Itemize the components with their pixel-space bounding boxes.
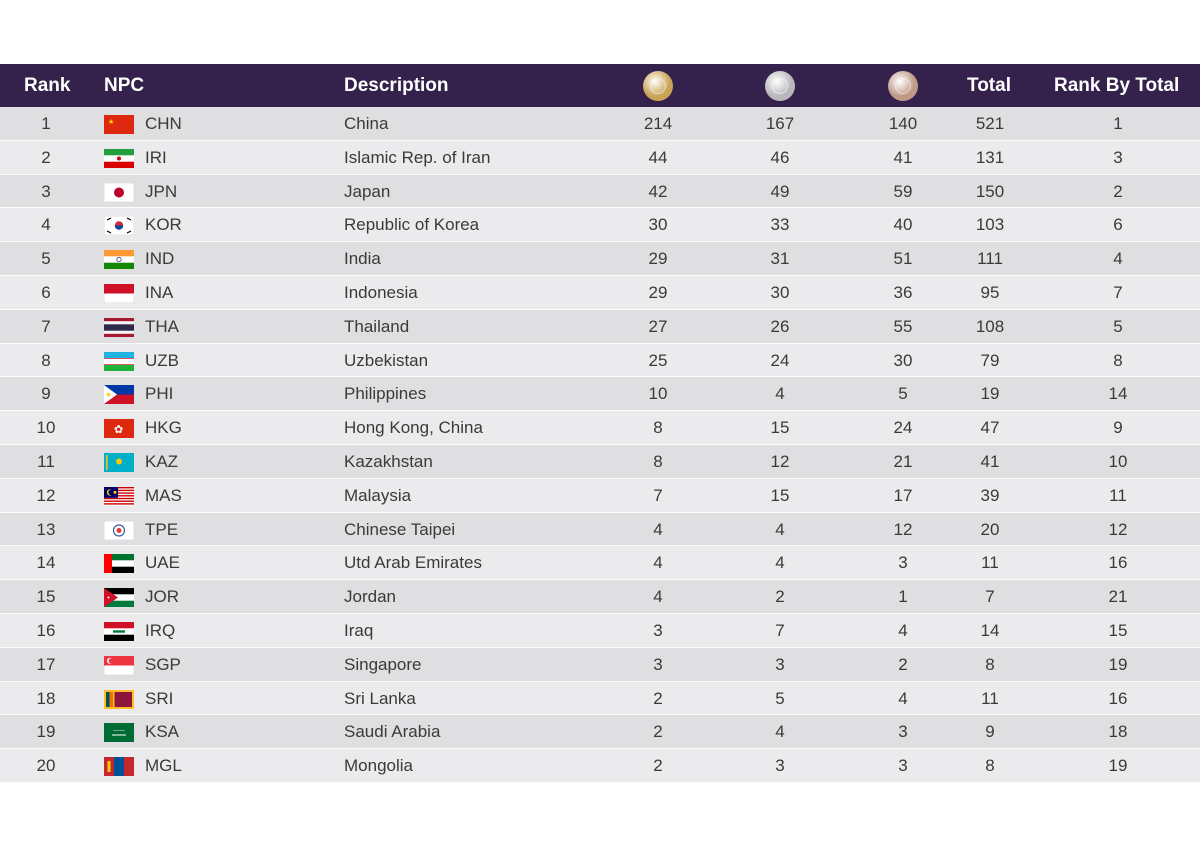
npc-code: KSA <box>145 722 180 742</box>
silver-count: 167 <box>765 114 795 133</box>
bronze-count: 51 <box>893 249 913 269</box>
rank-by-total-cell: 19 <box>1108 756 1128 776</box>
rank-cell: 2 <box>41 147 51 167</box>
bronze-count: 4 <box>898 620 908 640</box>
total-count: 103 <box>975 215 1005 235</box>
rank-header: Rank <box>24 75 71 96</box>
bronze-count: 4 <box>898 688 908 708</box>
gold-count: 3 <box>653 620 663 640</box>
table-row <box>0 614 1200 648</box>
silver-count: 4 <box>775 384 785 404</box>
table-body <box>0 107 1200 783</box>
rank-by-total-cell: 3 <box>1113 147 1123 167</box>
silver-count: 4 <box>775 722 785 742</box>
uzbekistan-flag-icon <box>104 352 134 371</box>
total-count: 7 <box>985 587 995 607</box>
bronze-count: 17 <box>893 485 913 505</box>
rank-cell: 7 <box>41 316 51 336</box>
rank-cell: 10 <box>36 418 56 438</box>
rank-cell: 3 <box>41 181 51 201</box>
bronze-medal-icon <box>888 71 918 101</box>
malaysia-flag-icon <box>104 487 134 506</box>
total-count: 9 <box>985 722 995 742</box>
rank-cell: 4 <box>41 215 51 235</box>
country-description: Mongolia <box>344 756 413 776</box>
bronze-count: 12 <box>893 519 913 539</box>
bronze-count: 1 <box>898 587 908 607</box>
mongolia-flag-icon <box>104 757 134 776</box>
total-count: 8 <box>985 756 995 776</box>
total-count: 111 <box>977 249 1003 269</box>
gold-count: 42 <box>648 181 668 201</box>
silver-count: 46 <box>770 147 790 167</box>
country-description: Chinese Taipei <box>344 519 456 539</box>
rank-cell: 14 <box>36 553 56 573</box>
country-description: Singapore <box>344 654 422 674</box>
bronze-count: 140 <box>888 114 918 133</box>
silver-count: 26 <box>770 316 790 336</box>
gold-count: 44 <box>648 147 668 167</box>
china-flag-icon <box>104 115 134 134</box>
bronze-count: 3 <box>898 756 908 776</box>
table-row <box>0 276 1200 310</box>
gold-count: 4 <box>653 587 663 607</box>
table-row <box>0 208 1200 242</box>
rank-by-total-cell: 16 <box>1108 553 1128 573</box>
bronze-count: 5 <box>898 384 908 404</box>
rank-cell: 12 <box>36 485 56 505</box>
table-row <box>0 141 1200 175</box>
total-header: Total <box>967 75 1011 96</box>
svg-text:~~~~: ~~~~ <box>113 728 125 735</box>
gold-count: 7 <box>653 485 663 505</box>
rank-cell: 13 <box>36 519 56 539</box>
total-count: 14 <box>980 620 1000 640</box>
rank-by-total-cell: 6 <box>1113 215 1123 235</box>
silver-count: 4 <box>775 519 785 539</box>
country-description: Jordan <box>344 587 396 607</box>
gold-count: 4 <box>653 553 663 573</box>
bronze-count: 40 <box>893 215 913 235</box>
country-description: Kazakhstan <box>344 451 433 471</box>
rank-cell: 16 <box>36 620 56 640</box>
npc-code: IND <box>145 249 175 269</box>
gold-count: 2 <box>653 756 663 776</box>
rank-by-total-cell: 8 <box>1113 350 1123 370</box>
total-count: 47 <box>980 418 1000 438</box>
table-row <box>0 344 1200 378</box>
table-row <box>0 175 1200 209</box>
saudi-arabia-flag-icon <box>104 723 134 742</box>
npc-code: KOR <box>145 215 182 235</box>
gold-count: 10 <box>648 384 668 404</box>
gold-count: 3 <box>653 654 663 674</box>
table-row <box>0 648 1200 682</box>
rank-cell: 6 <box>41 282 51 302</box>
gold-count: 2 <box>653 722 663 742</box>
rank-by-total-cell: 11 <box>1109 485 1127 505</box>
bronze-count: 24 <box>893 418 913 438</box>
bronze-count: 41 <box>893 147 913 167</box>
gold-count: 29 <box>648 282 668 302</box>
gold-count: 27 <box>648 316 668 336</box>
country-description: Philippines <box>344 384 427 404</box>
silver-count: 5 <box>775 688 785 708</box>
rank-by-total-cell: 21 <box>1108 587 1128 607</box>
npc-code: HKG <box>145 418 182 438</box>
table-row <box>0 107 1200 141</box>
rank-cell: 15 <box>36 587 56 607</box>
rank-cell: 18 <box>36 688 56 708</box>
total-count: 521 <box>975 114 1005 133</box>
silver-count: 3 <box>775 654 785 674</box>
gold-count: 8 <box>653 418 663 438</box>
silver-count: 30 <box>770 282 790 302</box>
table-row <box>0 479 1200 513</box>
rank-by-total-cell: 9 <box>1113 418 1123 438</box>
indonesia-flag-icon <box>104 284 134 303</box>
rank-cell: 17 <box>36 654 56 674</box>
jordan-flag-icon <box>104 588 134 607</box>
silver-count: 7 <box>775 620 785 640</box>
rank-by-total-cell: 14 <box>1108 384 1128 404</box>
rank-cell: 9 <box>41 384 51 404</box>
npc-code: MAS <box>145 485 182 505</box>
bronze-count: 3 <box>898 722 908 742</box>
gold-count: 30 <box>648 215 668 235</box>
npc-code: KAZ <box>145 451 179 471</box>
rank-by-total-cell: 18 <box>1108 722 1128 742</box>
bronze-count: 36 <box>893 282 913 302</box>
description-header: Description <box>344 75 449 96</box>
bronze-count: 59 <box>893 181 913 201</box>
rank-by-total-cell: 12 <box>1108 519 1128 539</box>
npc-header: NPC <box>104 75 145 96</box>
table-row <box>0 715 1200 749</box>
total-count: 11 <box>981 688 999 708</box>
rank-cell: 5 <box>41 249 51 269</box>
silver-count: 3 <box>775 756 785 776</box>
silver-count: 31 <box>770 249 790 269</box>
bronze-count: 55 <box>893 316 913 336</box>
kazakhstan-flag-icon <box>104 453 134 472</box>
country-description: Indonesia <box>344 282 418 302</box>
total-count: 95 <box>980 282 1000 302</box>
iraq-flag-icon <box>104 622 134 641</box>
rank-by-total-cell: 10 <box>1108 451 1128 471</box>
table-row <box>0 513 1200 547</box>
hong-kong-flag-icon <box>104 419 134 438</box>
table-row <box>0 580 1200 614</box>
country-description: Sri Lanka <box>344 688 416 708</box>
rank-by-total-cell: 1 <box>1113 114 1123 133</box>
npc-code: JPN <box>145 181 178 201</box>
country-description: Islamic Rep. of Iran <box>344 147 491 167</box>
rank-by-total-cell: 15 <box>1108 620 1128 640</box>
total-count: 39 <box>980 485 1000 505</box>
uae-flag-icon <box>104 554 134 573</box>
silver-medal-icon <box>765 71 795 101</box>
svg-text:✿: ✿ <box>114 424 124 437</box>
country-description: Iraq <box>344 620 374 640</box>
table-header <box>0 64 1200 107</box>
country-description: Uzbekistan <box>344 350 429 370</box>
rank-cell: 1 <box>41 114 51 133</box>
table-row <box>0 445 1200 479</box>
total-count: 131 <box>975 147 1005 167</box>
gold-count: 8 <box>653 451 663 471</box>
silver-count: 2 <box>775 587 785 607</box>
medal-table <box>0 64 1200 783</box>
bronze-count: 2 <box>898 654 908 674</box>
npc-code: IRQ <box>145 620 176 640</box>
rank-cell: 20 <box>36 756 56 776</box>
country-description: Utd Arab Emirates <box>344 553 482 573</box>
gold-count: 25 <box>648 350 668 370</box>
chinese-taipei-flag-icon <box>104 521 134 540</box>
npc-code: CHN <box>145 114 182 133</box>
npc-code: JOR <box>145 587 179 607</box>
silver-count: 49 <box>770 181 790 201</box>
bronze-count: 21 <box>893 451 913 471</box>
silver-count: 33 <box>770 215 790 235</box>
country-description: Japan <box>344 181 391 201</box>
bronze-count: 30 <box>893 350 913 370</box>
table-row <box>0 377 1200 411</box>
silver-count: 4 <box>775 553 785 573</box>
philippines-flag-icon <box>104 385 134 404</box>
npc-code: IRI <box>145 147 167 167</box>
table-row <box>0 749 1200 783</box>
npc-code: INA <box>145 282 174 302</box>
total-count: 11 <box>981 553 999 573</box>
total-count: 8 <box>985 654 995 674</box>
rank-by-total-cell: 16 <box>1108 688 1128 708</box>
gold-count: 29 <box>648 249 668 269</box>
rank-cell: 11 <box>37 451 55 471</box>
npc-code: SGP <box>145 654 181 674</box>
npc-code: PHI <box>145 384 174 404</box>
rank-cell: 19 <box>36 722 56 742</box>
country-description: India <box>344 249 381 269</box>
table-row <box>0 310 1200 344</box>
rank-by-total-cell: 7 <box>1113 282 1123 302</box>
japan-flag-icon <box>104 183 134 202</box>
npc-code: THA <box>145 316 179 336</box>
singapore-flag-icon <box>104 656 134 675</box>
npc-code: UZB <box>145 350 179 370</box>
silver-count: 12 <box>770 451 790 471</box>
bronze-count: 3 <box>898 553 908 573</box>
table-row <box>0 682 1200 716</box>
total-count: 19 <box>980 384 1000 404</box>
npc-code: TPE <box>145 519 179 539</box>
india-flag-icon <box>104 250 134 269</box>
country-description: China <box>344 114 389 133</box>
npc-code: UAE <box>145 553 180 573</box>
npc-code: MGL <box>145 756 182 776</box>
thailand-flag-icon <box>104 318 134 337</box>
gold-medal-icon <box>643 71 673 101</box>
total-count: 108 <box>975 316 1005 336</box>
total-count: 150 <box>975 181 1005 201</box>
country-description: Republic of Korea <box>344 215 480 235</box>
rank-by-total-header: Rank By Total <box>1054 75 1180 96</box>
gold-count: 2 <box>653 688 663 708</box>
country-description: Thailand <box>344 316 410 336</box>
silver-count: 15 <box>770 418 790 438</box>
total-count: 41 <box>980 451 1000 471</box>
npc-code: SRI <box>145 688 174 708</box>
silver-count: 15 <box>770 485 790 505</box>
total-count: 79 <box>980 350 1000 370</box>
silver-count: 24 <box>770 350 790 370</box>
rank-by-total-cell: 4 <box>1113 249 1123 269</box>
gold-count: 214 <box>643 114 673 133</box>
table-row <box>0 411 1200 445</box>
country-description: Saudi Arabia <box>344 722 441 742</box>
table-row <box>0 242 1200 276</box>
country-description: Malaysia <box>344 485 412 505</box>
table-row <box>0 546 1200 580</box>
gold-count: 4 <box>653 519 663 539</box>
rank-cell: 8 <box>41 350 51 370</box>
sri-lanka-flag-icon <box>104 690 134 709</box>
iran-flag-icon <box>104 149 134 168</box>
rank-by-total-cell: 19 <box>1108 654 1128 674</box>
total-count: 20 <box>980 519 1000 539</box>
korea-flag-icon <box>104 216 134 235</box>
rank-by-total-cell: 2 <box>1113 181 1123 201</box>
rank-by-total-cell: 5 <box>1113 316 1123 336</box>
svg-text:★: ★ <box>108 119 115 126</box>
country-description: Hong Kong, China <box>344 418 483 438</box>
